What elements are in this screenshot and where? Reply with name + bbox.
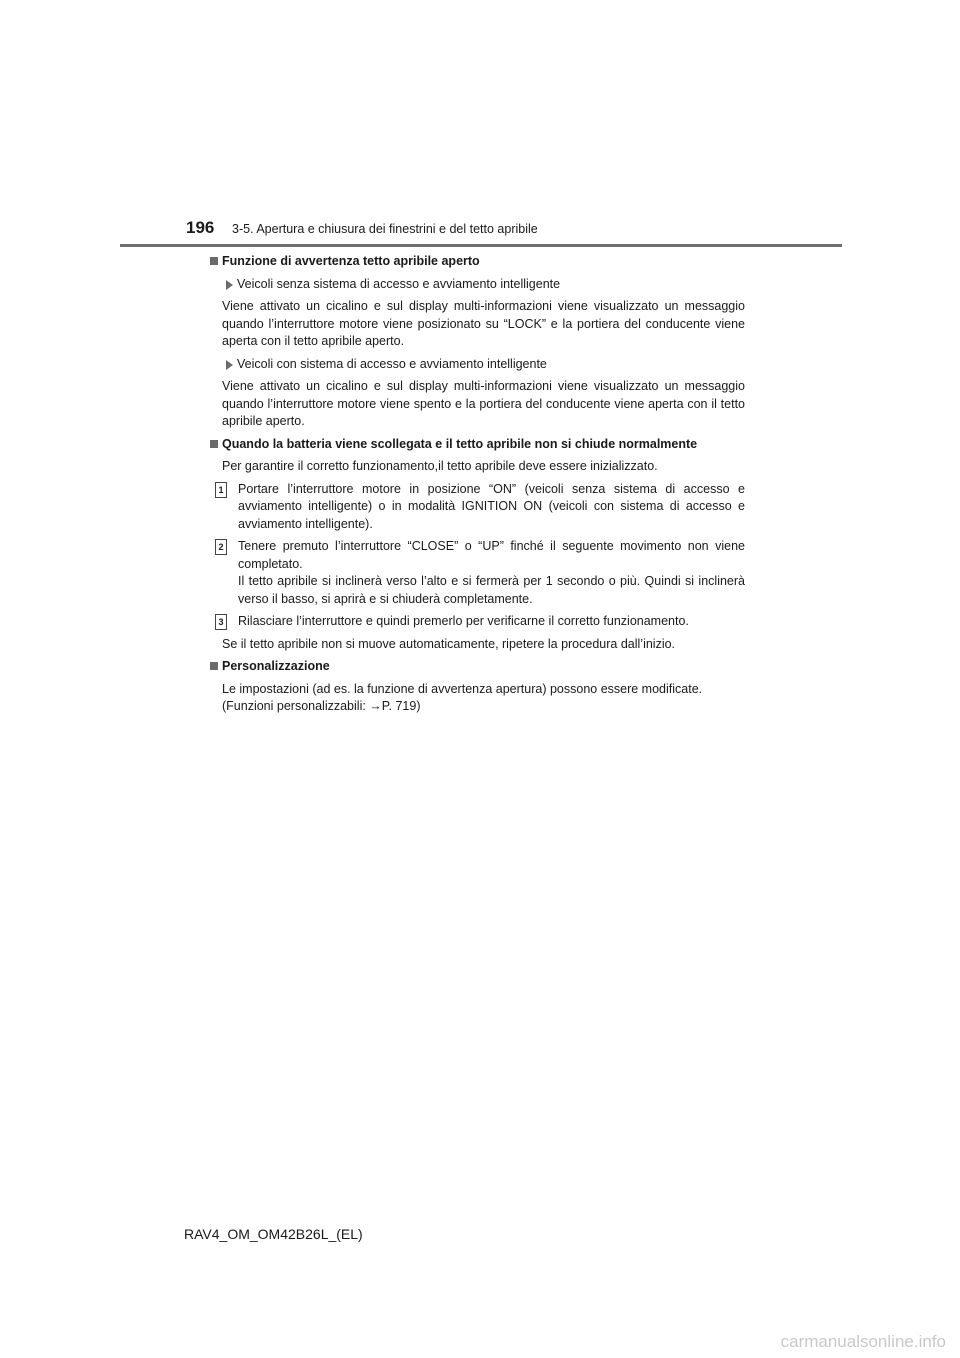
step-number-box: 3 [215, 614, 227, 630]
square-bullet-icon [210, 662, 218, 670]
paragraph: Se il tetto apribile non si muove automaticamente, ripetere la procedura dall’inizio. [222, 636, 676, 651]
square-bullet-icon [210, 440, 218, 448]
condition-line-smart-key [210, 356, 745, 374]
procedure-step-2 [210, 538, 745, 608]
page-content [210, 253, 745, 721]
paragraph: Viene attivato un cicalino e sul display multi-informazioni viene visualizzato un messaggio quando l’interruttore motore viene spento e la portiera del conducente viene aperta con il tetto apribile aperto. [222, 379, 745, 428]
step-text: Tenere premuto l’interruttore “CLOSE” o “UP” finché il seguente movimento non viene completato. [238, 539, 745, 571]
condition-text: Veicoli senza sistema di accesso e avviamento intelligente [237, 276, 561, 291]
paragraph: Viene attivato un cicalino e sul display multi-informazioni viene visualizzato un messaggio quando l’interruttore motore viene posizionato su “LOCK” e la portiera del conducente viene aperta con il tetto apribile aperto. [222, 299, 745, 348]
section-heading-customization [210, 658, 745, 676]
step-text-continued: Il tetto apribile si inclinerà verso l’alto e si fermerà per 1 secondo o più. Quindi si inclinerà verso il basso, si aprirà e si chiuderà completamente. [238, 574, 745, 606]
paragraph: Le impostazioni (ad es. la funzione di avvertenza apertura) possono essere modificate. [222, 681, 703, 696]
cross-reference: (Funzioni personalizzabili: →P. 719) [222, 699, 421, 713]
watermark: carmanualsonline.info [780, 1332, 946, 1351]
section-header-title: 3-5. Apertura e chiusura dei finestrini e del tetto apribile [232, 222, 538, 236]
step-text: Rilasciare l’interruttore e quindi premerlo per verificarne il corretto funzionamento. [238, 614, 689, 628]
step-number-box: 1 [215, 482, 227, 498]
heading-text: Quando la batteria viene scollegata e il tetto apribile non si chiude normalmente [222, 436, 698, 451]
step-text: Portare l’interruttore motore in posizione “ON” (veicoli senza sistema di accesso e avviamento intelligente) o in modalità IGNITION ON (veicoli con sistema di accesso e avviamento intelligente). [238, 481, 745, 531]
heading-text: Personalizzazione [222, 659, 330, 673]
header-divider [120, 244, 842, 247]
procedure-step-3 [210, 613, 745, 631]
manual-code: RAV4_OM_OM42B26L_(EL) [184, 1226, 363, 1242]
triangle-bullet-icon [226, 280, 233, 290]
triangle-bullet-icon [226, 360, 233, 370]
step-number-box: 2 [215, 539, 227, 555]
section-heading-warning [210, 253, 745, 271]
procedure-step-1 [210, 481, 745, 534]
square-bullet-icon [210, 257, 218, 265]
condition-line-no-smart-key [210, 276, 745, 294]
heading-text: Funzione di avvertenza tetto apribile aperto [222, 254, 480, 268]
paragraph: Per garantire il corretto funzionamento,il tetto apribile deve essere inizializzato. [222, 459, 658, 473]
condition-text: Veicoli con sistema di accesso e avviamento intelligente [237, 356, 547, 371]
section-heading-battery [210, 436, 745, 454]
page-number: 196 [186, 218, 215, 237]
